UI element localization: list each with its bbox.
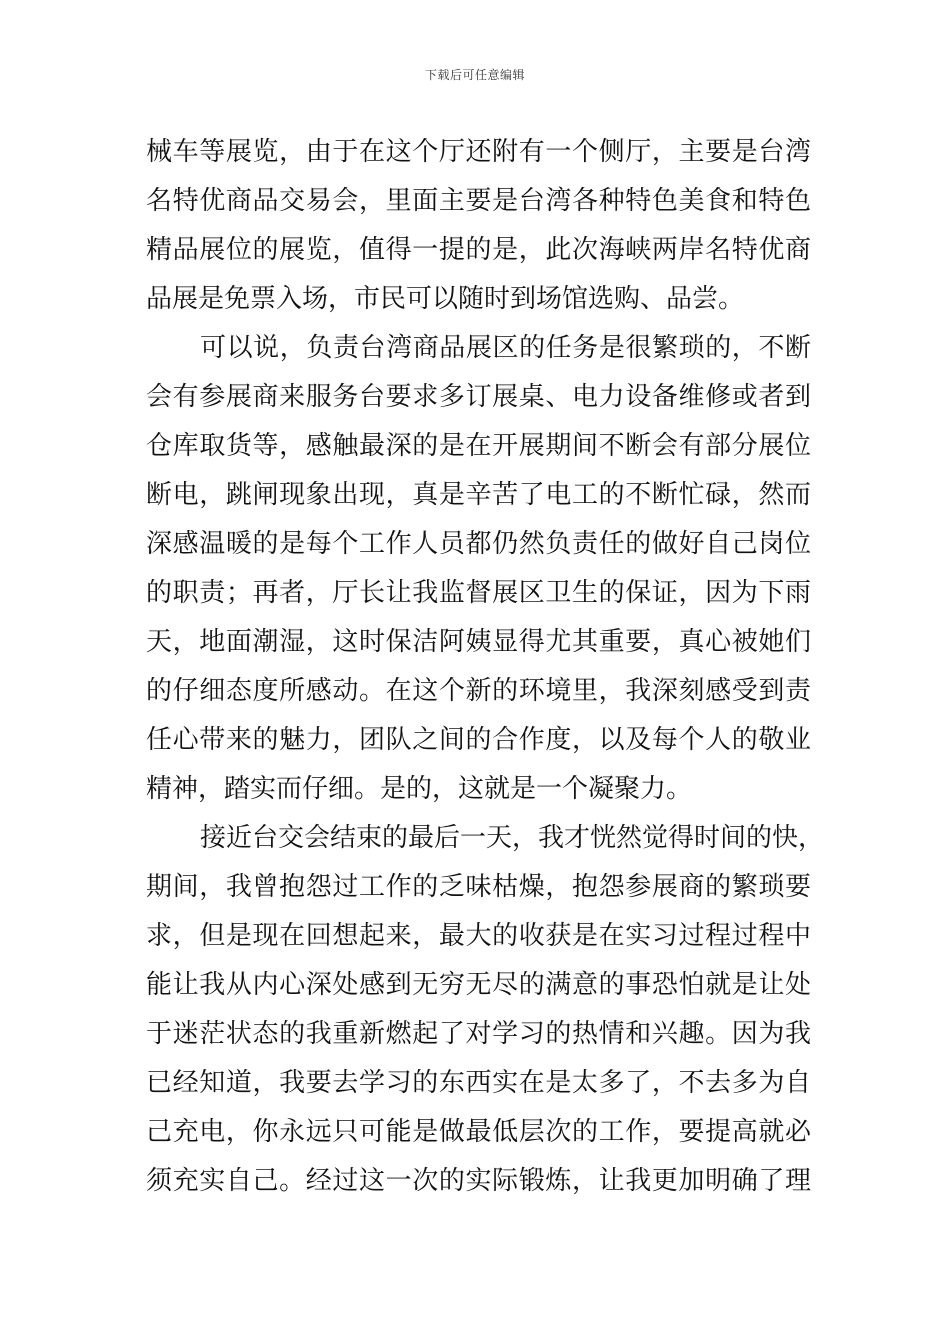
- text-line: 求，但是现在回想起来，最大的收获是在实习过程过程中: [146, 921, 811, 951]
- text-line: 深感温暖的是每个工作人员都仍然负责任的做好自己岗位: [146, 529, 811, 559]
- text-line: 己充电，你永远只可能是做最低层次的工作，要提高就必: [146, 1117, 811, 1147]
- document-body: [146, 128, 825, 1206]
- text-line: 须充实自己。经过这一次的实际锻炼，让我更加明确了理: [146, 1166, 811, 1196]
- text-line: 期间，我曾抱怨过工作的乏味枯燥，抱怨参展商的繁琐要: [146, 872, 811, 902]
- text-line: 天，地面潮湿，这时保洁阿姨显得尤其重要，真心被她们: [146, 627, 811, 657]
- paragraph-start-line: 接近台交会结束的最后一天，我才恍然觉得时间的快，: [200, 823, 825, 853]
- text-line: 品展是免票入场，市民可以随时到场馆选购、品尝。: [146, 284, 745, 314]
- text-line: 精神，踏实而仔细。是的，这就是一个凝聚力。: [146, 774, 693, 804]
- text-line: 断电，跳闸现象出现，真是辛苦了电工的不断忙碌，然而: [146, 480, 811, 510]
- text-line: 的仔细态度所感动。在这个新的环境里，我深刻感受到责: [146, 676, 811, 706]
- text-line: 会有参展商来服务台要求多订展桌、电力设备维修或者到: [146, 382, 811, 412]
- text-line: 名特优商品交易会，里面主要是台湾各种特色美食和特色: [146, 186, 811, 216]
- text-line: 的职责；再者，厅长让我监督展区卫生的保证，因为下雨: [146, 578, 811, 608]
- text-line: 已经知道，我要去学习的东西实在是太多了，不去多为自: [146, 1068, 811, 1098]
- text-line: 精品展位的展览，值得一提的是，此次海峡两岸名特优商: [146, 235, 811, 265]
- text-line: 仓库取货等，感触最深的是在开展期间不断会有部分展位: [146, 431, 811, 461]
- text-line: 能让我从内心深处感到无穷无尽的满意的事恐怕就是让处: [146, 970, 811, 1000]
- text-line: 任心带来的魅力，团队之间的合作度，以及每个人的敬业: [146, 725, 811, 755]
- text-line: 械车等展览，由于在这个厅还附有一个侧厅，主要是台湾: [146, 137, 811, 167]
- text-line: 于迷茫状态的我重新燃起了对学习的热情和兴趣。因为我: [146, 1019, 811, 1049]
- page-header: 下载后可任意编辑: [424, 68, 525, 82]
- paragraph-start-line: 可以说，负责台湾商品展区的任务是很繁琐的，不断: [200, 333, 811, 363]
